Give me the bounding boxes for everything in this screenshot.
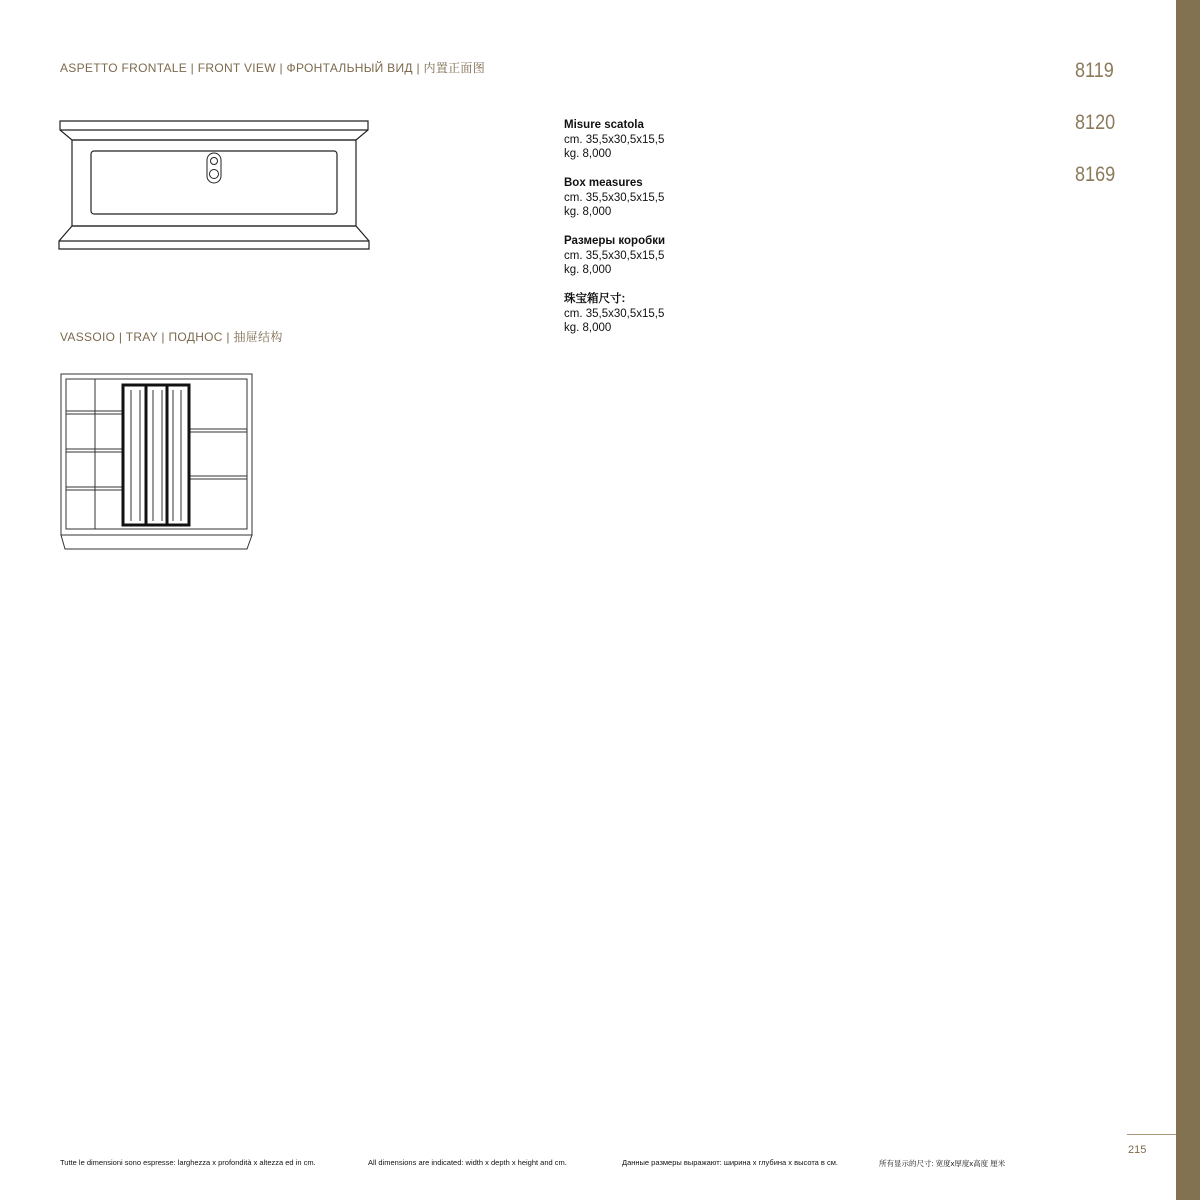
spec-block-en bbox=[564, 176, 664, 220]
spec-block-it bbox=[564, 118, 664, 162]
spec-title: Размеры коробки bbox=[564, 235, 666, 247]
product-code: 8120 bbox=[1075, 111, 1116, 134]
spec-weight: kg. 8,000 bbox=[564, 148, 612, 160]
footnote-en: All dimensions are indicated: width x depth x height and cm. bbox=[368, 1158, 567, 1167]
spec-dimensions: cm. 35,5x30,5x15,5 bbox=[564, 133, 665, 146]
tray-outer bbox=[61, 374, 252, 535]
footnote-zh: 所有显示的尺寸: 宽度x厚度x高度 厘米 bbox=[879, 1159, 1006, 1168]
page-number: 215 bbox=[1128, 1144, 1147, 1156]
spec-block-zh bbox=[564, 292, 664, 336]
spec-block-ru bbox=[564, 234, 665, 278]
spec-title: 珠宝箱尺寸: bbox=[564, 293, 626, 305]
spec-dimensions: cm. 35,5x30,5x15,5 bbox=[564, 191, 665, 204]
tray-drawing bbox=[60, 373, 254, 551]
box-base bbox=[59, 226, 369, 249]
footnote-ru: Данные размеры выражают: ширина x глубина x высота в см. bbox=[622, 1158, 838, 1167]
spec-weight: kg. 8,000 bbox=[564, 264, 612, 276]
page-edge-band bbox=[1176, 0, 1200, 1200]
tray-insert-highlight bbox=[123, 385, 189, 525]
spec-dimensions: cm. 35,5x30,5x15,5 bbox=[564, 307, 665, 320]
product-code: 8169 bbox=[1075, 163, 1116, 186]
spec-title: Misure scatola bbox=[564, 119, 644, 131]
spec-weight: kg. 8,000 bbox=[564, 322, 612, 334]
spec-weight: kg. 8,000 bbox=[564, 206, 612, 218]
footnote-it: Tutte le dimensioni sono espresse: larghezza x profondità x altezza ed in cm. bbox=[60, 1158, 316, 1167]
lock-icon bbox=[207, 153, 221, 183]
tray-heading: VASSOIO | TRAY | ПОДНОС | 抽屉结构 bbox=[60, 330, 283, 344]
footer-divider bbox=[1127, 1134, 1176, 1135]
front-view-heading: ASPETTO FRONTALE | FRONT VIEW | ФРОНТАЛЬНЫЙ ВИД | 内置正面图 bbox=[60, 61, 486, 75]
product-code: 8119 bbox=[1075, 59, 1114, 82]
spec-dimensions: cm. 35,5x30,5x15,5 bbox=[564, 249, 665, 262]
front-view-drawing bbox=[56, 116, 376, 256]
spec-title: Box measures bbox=[564, 177, 643, 189]
tray-base bbox=[61, 535, 252, 549]
